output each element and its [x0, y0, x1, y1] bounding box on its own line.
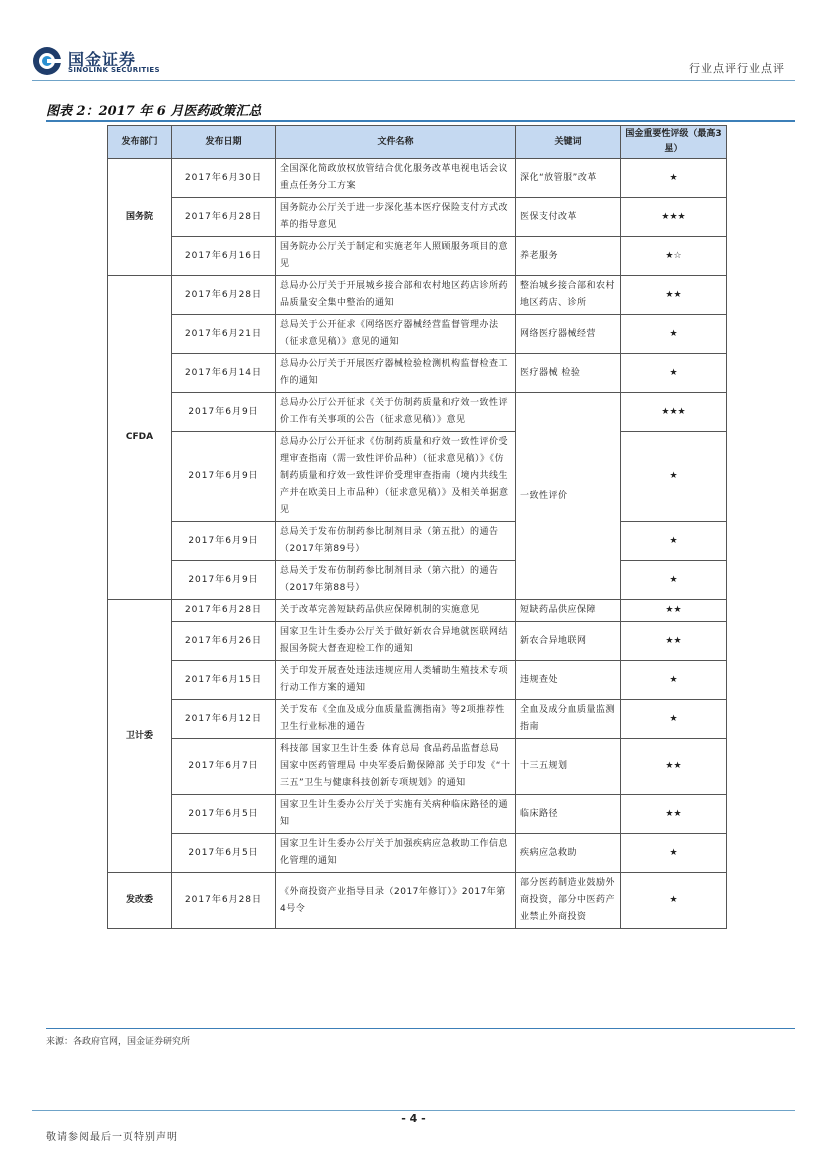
- disclaimer-text: 敬请参阅最后一页特别声明: [46, 1132, 178, 1143]
- table-row: [108, 873, 727, 929]
- doc-cell: 关于改革完善短缺药品供应保障机制的实施意见: [276, 600, 516, 622]
- rating-cell: ★: [621, 432, 727, 522]
- source-divider: [46, 1028, 795, 1029]
- dept-cell: 国务院: [108, 159, 172, 276]
- page-number: - 4 -: [401, 1112, 426, 1125]
- rating-cell: ★☆: [621, 237, 727, 276]
- keyword-cell: 十三五规划: [516, 739, 621, 795]
- date-cell: 2017年6月28日: [172, 198, 276, 237]
- rating-cell: ★: [621, 522, 727, 561]
- keyword-cell: 医疗器械 检验: [516, 354, 621, 393]
- date-cell: 2017年6月7日: [172, 739, 276, 795]
- keyword-cell: 临床路径: [516, 795, 621, 834]
- keyword-cell: 养老服务: [516, 237, 621, 276]
- col-header-doc: 文件名称: [276, 126, 516, 159]
- rating-cell: ★★: [621, 600, 727, 622]
- date-cell: 2017年6月30日: [172, 159, 276, 198]
- rating-cell: ★: [621, 159, 727, 198]
- footer-divider: [32, 1110, 795, 1111]
- table-row: [108, 315, 727, 354]
- table-row: [108, 276, 727, 315]
- table-row: [108, 834, 727, 873]
- doc-cell: 国家卫生计生委办公厅关于加强疾病应急救助工作信息化管理的通知: [276, 834, 516, 873]
- col-header-dept: 发布部门: [108, 126, 172, 159]
- rating-cell: ★: [621, 661, 727, 700]
- col-header-rating: 国金重要性评级（最高3星）: [621, 126, 727, 159]
- date-cell: 2017年6月16日: [172, 237, 276, 276]
- doc-cell: 国务院办公厅关于制定和实施老年人照顾服务项目的意见: [276, 237, 516, 276]
- table-row: [108, 795, 727, 834]
- dept-cell: 发改委: [108, 873, 172, 929]
- table-row: [108, 432, 727, 522]
- date-cell: 2017年6月28日: [172, 600, 276, 622]
- date-cell: 2017年6月26日: [172, 622, 276, 661]
- rating-cell: ★★★: [621, 393, 727, 432]
- doc-cell: 全国深化简政放权放管结合优化服务改革电视电话会议重点任务分工方案: [276, 159, 516, 198]
- keyword-cell: 整治城乡接合部和农村地区药店、诊所: [516, 276, 621, 315]
- keyword-cell: 一致性评价: [516, 393, 621, 600]
- date-cell: 2017年6月9日: [172, 561, 276, 600]
- report-type: 行业点评行业点评: [689, 62, 785, 75]
- header-divider: [32, 80, 795, 81]
- date-cell: 2017年6月5日: [172, 834, 276, 873]
- keyword-cell: 违规查处: [516, 661, 621, 700]
- table-row: [108, 700, 727, 739]
- doc-cell: 科技部 国家卫生计生委 体育总局 食品药品监督总局 国家中医药管理局 中央军委后勤保障部 关于印发《“十三五”卫生与健康科技创新专项规划》的通知: [276, 739, 516, 795]
- doc-cell: 总局办公厅关于开展城乡接合部和农村地区药店诊所药品质量安全集中整治的通知: [276, 276, 516, 315]
- sinolink-logo: [32, 42, 192, 82]
- rating-cell: ★★: [621, 795, 727, 834]
- doc-cell: 总局关于公开征求《网络医疗器械经营监督管理办法（征求意见稿）》意见的通知: [276, 315, 516, 354]
- table-row: [108, 600, 727, 622]
- table-title: 图表 2：2017 年 6 月医药政策汇总: [46, 104, 262, 119]
- doc-cell: 总局办公厅公开征求《关于仿制药质量和疗效一致性评价工作有关事项的公告（征求意见稿）》意见: [276, 393, 516, 432]
- table-row: [108, 561, 727, 600]
- rating-cell: ★★: [621, 739, 727, 795]
- doc-cell: 国家卫生计生委办公厅关于实施有关病种临床路径的通知: [276, 795, 516, 834]
- keyword-cell: 短缺药品供应保障: [516, 600, 621, 622]
- date-cell: 2017年6月15日: [172, 661, 276, 700]
- title-divider: [46, 120, 795, 122]
- date-cell: 2017年6月12日: [172, 700, 276, 739]
- date-cell: 2017年6月14日: [172, 354, 276, 393]
- doc-cell: 国家卫生计生委办公厅关于做好新农合异地就医联网结报国务院大督查迎检工作的通知: [276, 622, 516, 661]
- col-header-date: 发布日期: [172, 126, 276, 159]
- table-row: [108, 661, 727, 700]
- rating-cell: ★★★: [621, 198, 727, 237]
- date-cell: 2017年6月21日: [172, 315, 276, 354]
- source-note: 来源：各政府官网，国金证券研究所: [46, 1037, 191, 1047]
- table-row: [108, 237, 727, 276]
- doc-cell: 《外商投资产业指导目录（2017年修订）》2017年第4号令: [276, 873, 516, 929]
- keyword-cell: 全血及成分血质量监测指南: [516, 700, 621, 739]
- table-row: [108, 522, 727, 561]
- date-cell: 2017年6月28日: [172, 873, 276, 929]
- doc-cell: 总局关于发布仿制药参比制剂目录（第六批）的通告（2017年第88号）: [276, 561, 516, 600]
- rating-cell: ★: [621, 834, 727, 873]
- date-cell: 2017年6月9日: [172, 522, 276, 561]
- policy-table: [107, 125, 727, 929]
- rating-cell: ★: [621, 873, 727, 929]
- keyword-cell: 新农合异地联网: [516, 622, 621, 661]
- logo-mark-icon: [32, 46, 62, 76]
- doc-cell: 关于发布《全血及成分血质量监测指南》等2项推荐性卫生行业标准的通告: [276, 700, 516, 739]
- logo-en-text: SINOLINK SECURITIES: [68, 66, 160, 74]
- doc-cell: 国务院办公厅关于进一步深化基本医疗保险支付方式改革的指导意见: [276, 198, 516, 237]
- doc-cell: 总局办公厅公开征求《仿制药质量和疗效一致性评价受理审查指南（需一致性评价品种）（征求意见稿）》《仿制药质量和疗效一致性评价受理审查指南（境内共线生产并在欧美日上市品种）（征求意见稿）》及相关单据意见: [276, 432, 516, 522]
- rating-cell: ★: [621, 561, 727, 600]
- table-row: [108, 198, 727, 237]
- date-cell: 2017年6月9日: [172, 393, 276, 432]
- date-cell: 2017年6月5日: [172, 795, 276, 834]
- table-header-row: [108, 126, 727, 159]
- keyword-cell: 网络医疗器械经营: [516, 315, 621, 354]
- dept-cell: 卫计委: [108, 600, 172, 873]
- keyword-cell: 疾病应急救助: [516, 834, 621, 873]
- date-cell: 2017年6月28日: [172, 276, 276, 315]
- date-cell: 2017年6月9日: [172, 432, 276, 522]
- keyword-cell: 深化“放管服”改革: [516, 159, 621, 198]
- table-row: [108, 622, 727, 661]
- table-row: [108, 739, 727, 795]
- doc-cell: 关于印发开展查处违法违规应用人类辅助生殖技术专项行动工作方案的通知: [276, 661, 516, 700]
- table-row: [108, 393, 727, 432]
- dept-cell: CFDA: [108, 276, 172, 600]
- rating-cell: ★: [621, 700, 727, 739]
- keyword-cell: 医保支付改革: [516, 198, 621, 237]
- table-row: [108, 354, 727, 393]
- col-header-keyword: 关键词: [516, 126, 621, 159]
- doc-cell: 总局办公厅关于开展医疗器械检验检测机构监督检查工作的通知: [276, 354, 516, 393]
- page-header: [0, 0, 827, 90]
- rating-cell: ★: [621, 354, 727, 393]
- rating-cell: ★★: [621, 276, 727, 315]
- keyword-cell: 部分医药制造业鼓励外商投资，部分中医药产业禁止外商投资: [516, 873, 621, 929]
- logo-cn-text: 国金证券: [68, 50, 137, 69]
- rating-cell: ★: [621, 315, 727, 354]
- table-row: [108, 159, 727, 198]
- doc-cell: 总局关于发布仿制药参比制剂目录（第五批）的通告（2017年第89号）: [276, 522, 516, 561]
- rating-cell: ★★: [621, 622, 727, 661]
